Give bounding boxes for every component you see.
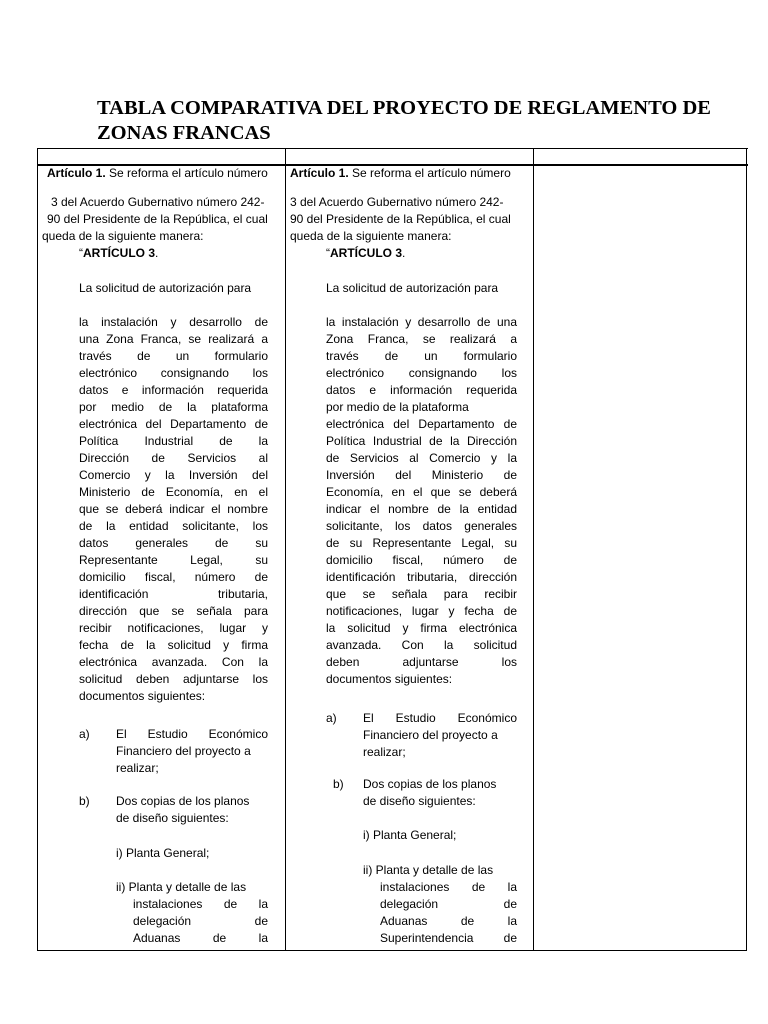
- col1-line: Comercio y la Inversión del: [79, 468, 268, 482]
- col1-item-a-line: realizar;: [116, 761, 159, 775]
- col2-line: identificación tributaria, dirección: [326, 570, 517, 584]
- col2-item-b-label: b): [333, 777, 344, 791]
- col1-line: electrónica avanzada. Con la: [79, 655, 268, 669]
- col2-sub-ii-line: instalaciones de la: [380, 880, 517, 894]
- col1-line: identificación tributaria,: [79, 587, 268, 601]
- col1-article3-heading: [42, 245, 279, 262]
- col1-item-b-label: b): [79, 794, 90, 808]
- col2-paragraph: [326, 314, 517, 688]
- col2-article-label: Artículo 1.: [290, 166, 349, 180]
- col2-quote: “: [326, 246, 330, 260]
- col1-line: una Zona Franca, se realizará a: [79, 332, 268, 346]
- column-divider-2: [533, 148, 534, 951]
- col2-article3-label: ARTÍCULO 3: [330, 246, 402, 260]
- col1-line: electrónica del Departamento de: [79, 417, 268, 431]
- col2-item-a-line: Financiero del proyecto a: [363, 728, 498, 742]
- col1-heading: [47, 165, 268, 182]
- col2-line: notificaciones, lugar y fecha de: [326, 604, 517, 618]
- col1-item-a-line: El Estudio Económico: [116, 727, 268, 741]
- col2-item-b-line: de diseño siguientes:: [363, 794, 476, 808]
- col1-line: de la entidad solicitante, los: [79, 519, 268, 533]
- col2-heading: [290, 165, 511, 182]
- col1-line: por medio de la plataforma: [79, 400, 268, 414]
- col1-line: electrónico consignando los: [79, 366, 268, 380]
- col2-line: Economía, en el que se deberá: [326, 485, 517, 499]
- col1-sub-ii-line: Aduanas de la: [133, 931, 268, 945]
- col1-sub-ii-line: delegación de: [133, 914, 268, 928]
- col1-item-a: [79, 726, 268, 777]
- col2-line: Zona Franca, se realizará a: [326, 332, 517, 346]
- col1-article3-dot: .: [155, 246, 159, 260]
- table-top-border: [37, 148, 748, 149]
- col2-line: Política Industrial de la Dirección: [326, 434, 517, 448]
- col1-item-b-line: Dos copias de los planos: [116, 794, 250, 808]
- col1-paragraph-first: La solicitud de autorización para: [79, 281, 252, 295]
- col2-line: por medio de la plataforma: [326, 400, 469, 414]
- col1-intro-line3: queda de la siguiente manera:: [42, 229, 204, 243]
- col1-item-a-label: a): [79, 727, 90, 741]
- col2-sub-ii: [380, 879, 517, 947]
- col2-sub-ii-line: Superintendencia de: [380, 931, 517, 945]
- col1-article-label: Artículo 1.: [47, 166, 106, 180]
- col1-article-text: Se reforma el artículo número: [105, 166, 268, 180]
- col2-line: la instalación y desarrollo de una: [326, 315, 517, 329]
- col1-sub-ii-line: instalaciones de la: [133, 897, 268, 911]
- col1-paragraph: [79, 314, 268, 705]
- col1-sub-ii: [133, 896, 268, 947]
- col1-sub-ii-first: ii) Planta y detalle de las: [116, 880, 247, 894]
- column-divider-1: [285, 148, 286, 951]
- col1-line: través de un formulario: [79, 349, 268, 363]
- col2-line: deben adjuntarse los: [326, 655, 517, 669]
- col2-line: través de un formulario: [326, 349, 517, 363]
- col2-sub-ii-first: ii) Planta y detalle de las: [363, 863, 494, 877]
- col2-intro-line2: 90 del Presidente de la República, el cual: [290, 212, 511, 226]
- col2-line: solicitante, los datos generales: [326, 519, 517, 533]
- col2-line: avanzada. Con la solicitud: [326, 638, 517, 652]
- title-line-2: ZONAS FRANCAS: [97, 122, 271, 144]
- col2-intro-line1: 3 del Acuerdo Gubernativo número 242-: [290, 195, 504, 209]
- col2-line: la solicitud y firma electrónica: [326, 621, 517, 635]
- col1-intro-line1: 3 del Acuerdo Gubernativo número 242-: [51, 195, 265, 209]
- col2-article-text: Se reforma el artículo número: [348, 166, 511, 180]
- col2-item-a-line: realizar;: [363, 745, 406, 759]
- col1-intro: [42, 194, 279, 262]
- col1-item-b-line: de diseño siguientes:: [116, 811, 229, 825]
- col2-item-a: [326, 710, 517, 761]
- col1-line: domicilio fiscal, número de: [79, 570, 268, 584]
- col2-line: domicilio fiscal, número de: [326, 553, 517, 567]
- col1-line: solicitud deben adjuntarse los: [79, 672, 268, 686]
- col2-line: de Servicios al Comercio y la: [326, 451, 517, 465]
- col1-line: Ministerio de Economía, en el: [79, 485, 268, 499]
- col2-line: electrónico consignando los: [326, 366, 517, 380]
- col1-line: dirección que se señala para: [79, 604, 268, 618]
- col2-intro-line3: queda de la siguiente manera:: [290, 229, 452, 243]
- col1-line: Política Industrial de la: [79, 434, 268, 448]
- col1-line: datos generales de su: [79, 536, 268, 550]
- column-3: [538, 166, 743, 950]
- col1-line: recibir notificaciones, lugar y: [79, 621, 268, 635]
- col1-line: la instalación y desarrollo de: [79, 315, 268, 329]
- col2-intro: [290, 194, 527, 262]
- col1-line: Dirección de Servicios al: [79, 451, 268, 465]
- col1-intro-line2: 90 del Presidente de la República, el cual: [47, 212, 268, 226]
- col2-sub-i: i) Planta General;: [363, 828, 457, 842]
- col2-item-b-line: Dos copias de los planos: [363, 777, 497, 791]
- col1-line: que se deberá indicar el nombre: [79, 502, 268, 516]
- col1-item-a-line: Financiero del proyecto a: [116, 744, 251, 758]
- title-line-1: TABLA COMPARATIVA DEL PROYECTO DE REGLAMENTO DE: [97, 97, 711, 119]
- col2-line: documentos siguientes:: [326, 672, 453, 686]
- col2-item-b: [333, 776, 517, 810]
- col2-line: Inversión del Ministerio de: [326, 468, 517, 482]
- col2-line: que se señala para recibir: [326, 587, 517, 601]
- col2-line: de su Representante Legal, su: [326, 536, 517, 550]
- col2-article3-heading: [290, 245, 527, 262]
- col2-line: indicar el nombre de la entidad: [326, 502, 517, 516]
- col1-line: datos e información requerida: [79, 383, 268, 397]
- col2-sub-ii-line: delegación de: [380, 897, 517, 911]
- col1-quote: “: [79, 246, 83, 260]
- col2-item-a-label: a): [326, 711, 337, 725]
- col1-line: fecha de la solicitud y firma: [79, 638, 268, 652]
- col2-line: electrónica del Departamento de: [326, 417, 517, 431]
- col1-article3-label: ARTÍCULO 3: [83, 246, 155, 260]
- col1-line: documentos siguientes:: [79, 689, 206, 703]
- col2-item-a-line: El Estudio Económico: [363, 711, 517, 725]
- col1-line: Representante Legal, su: [79, 553, 268, 567]
- col2-paragraph-first: La solicitud de autorización para: [326, 281, 499, 295]
- col1-item-b: [79, 793, 268, 827]
- col1-sub-i: i) Planta General;: [116, 846, 210, 860]
- col2-line: datos e información requerida: [326, 383, 517, 397]
- page-title: [97, 96, 737, 146]
- col2-article3-dot: .: [402, 246, 406, 260]
- col2-sub-ii-line: Aduanas de la: [380, 914, 517, 928]
